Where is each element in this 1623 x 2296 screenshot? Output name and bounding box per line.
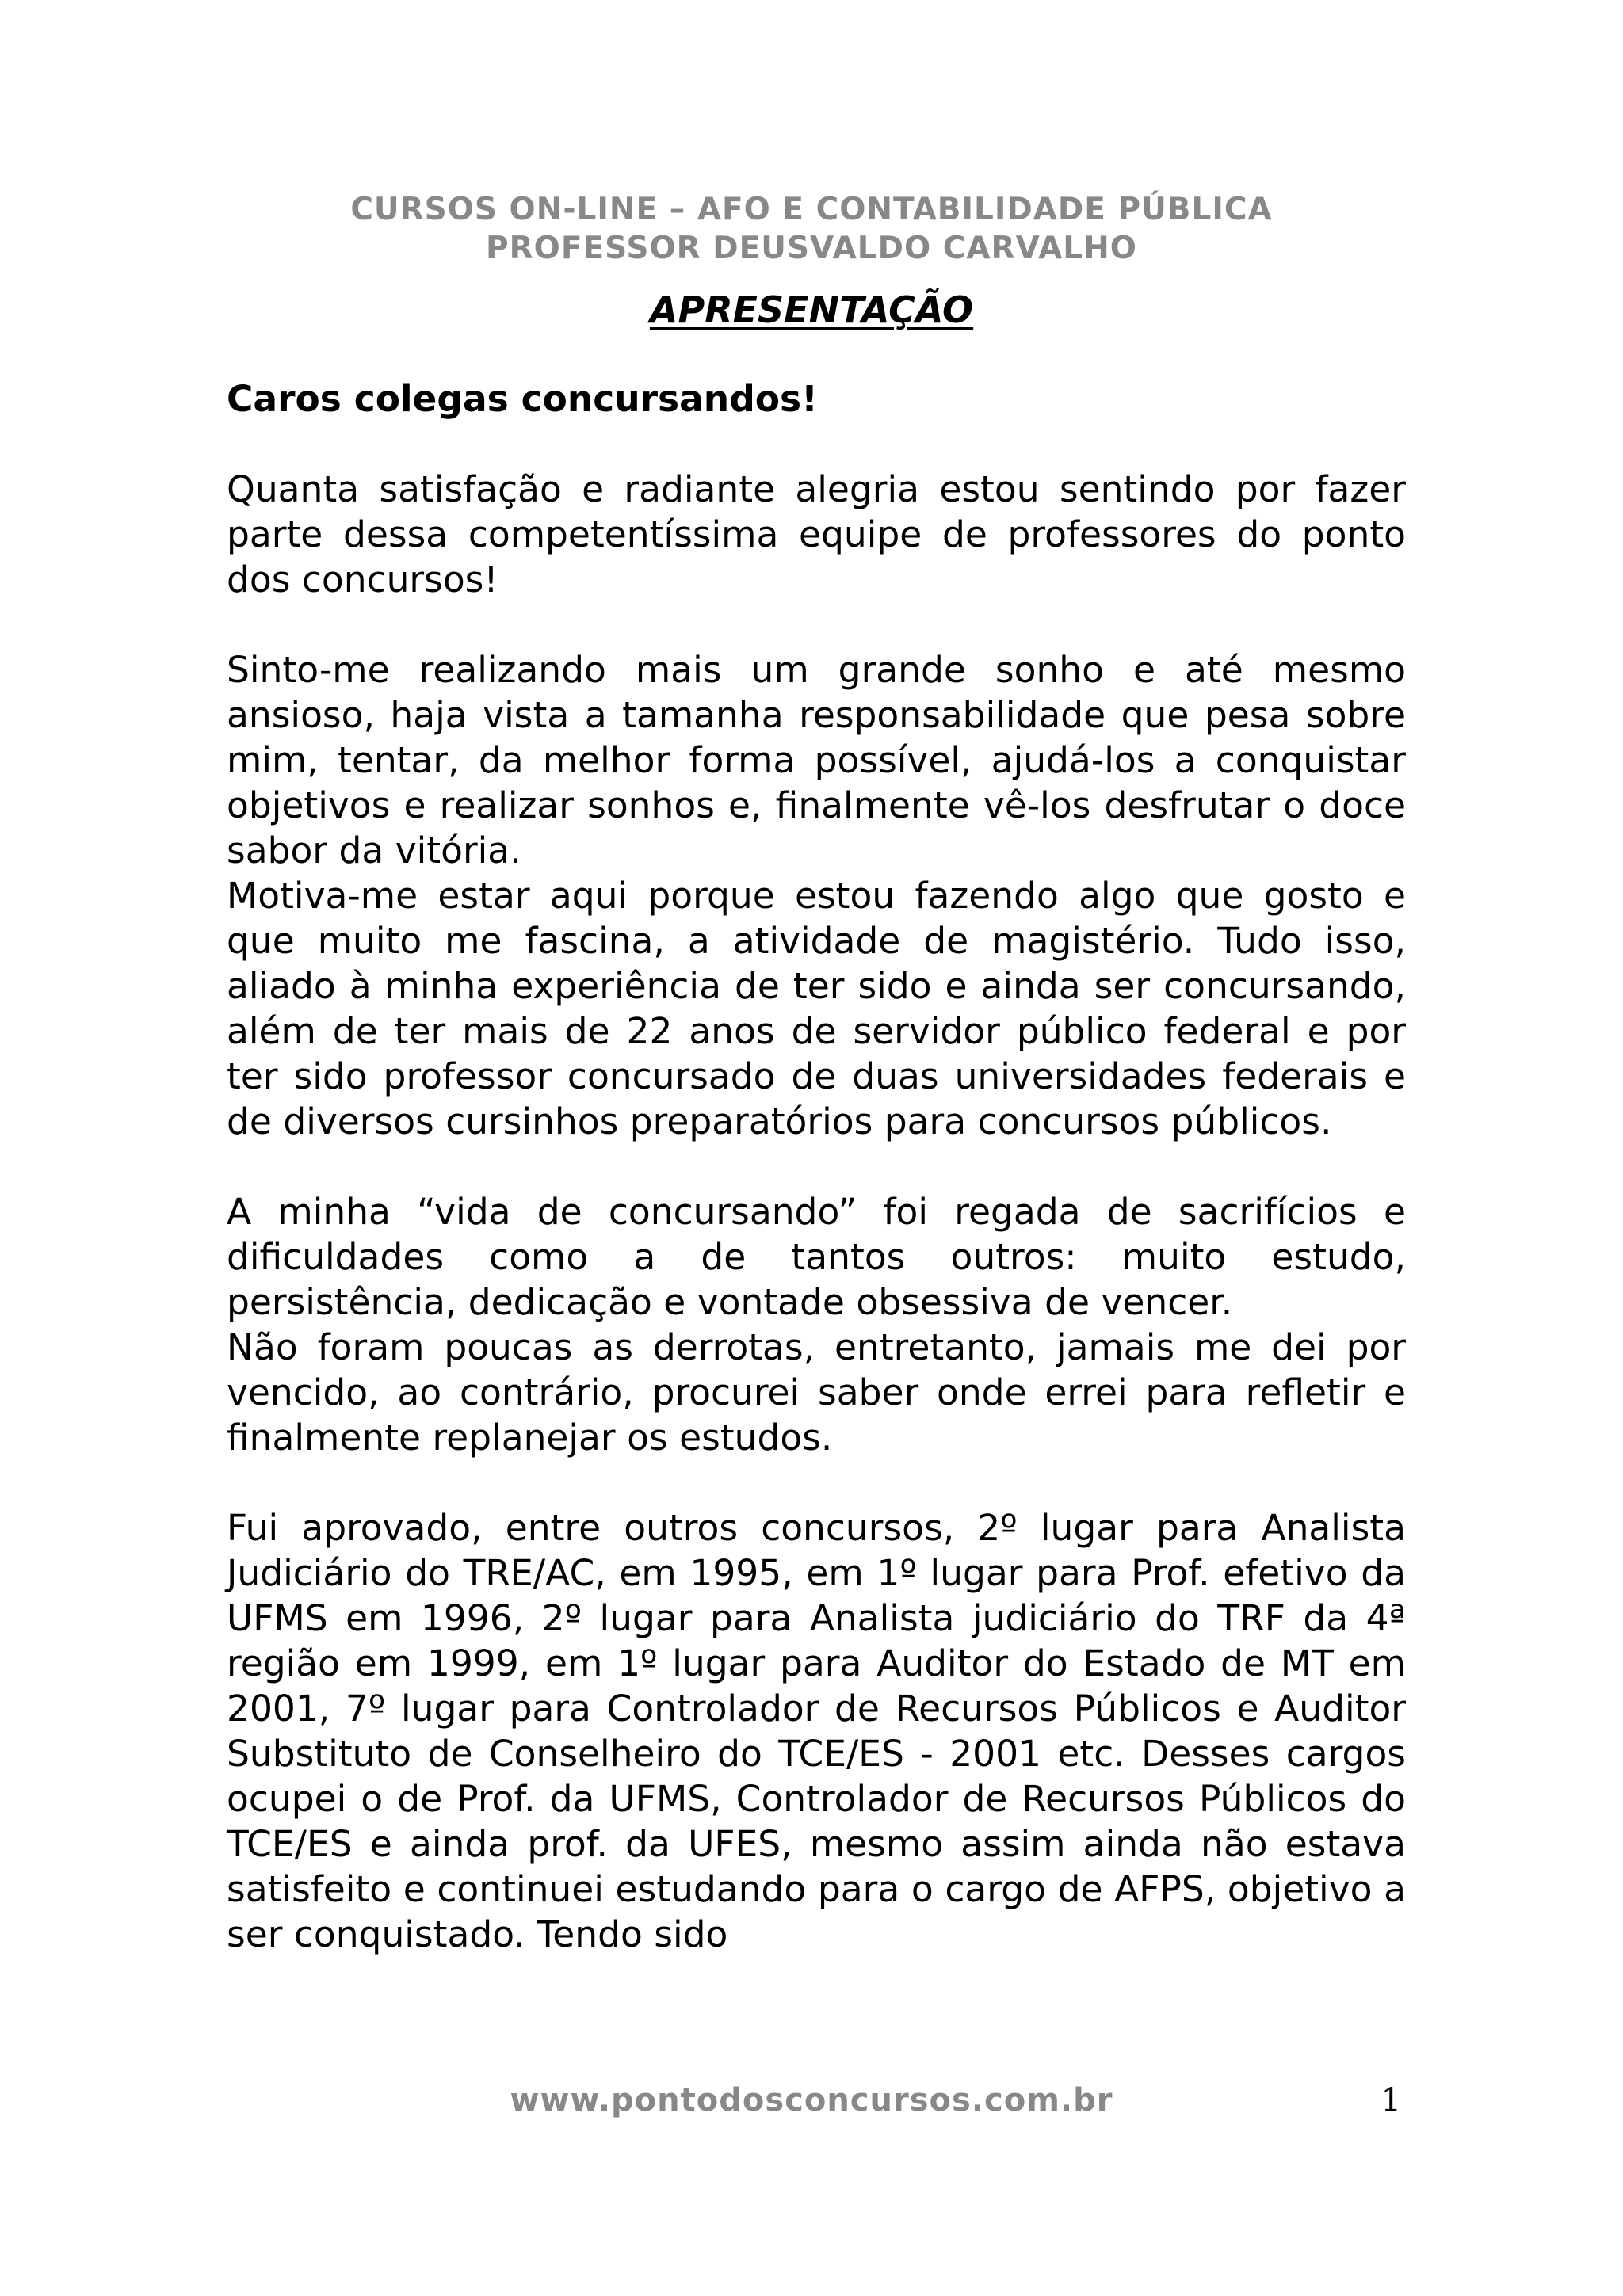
paragraph-2: Sinto-me realizando mais um grande sonho e até mesmo ansioso, haja vista a tamanha responsabilidade que pesa sobre mim, tentar, da melhor forma possível, ajudá-los a conquistar objetivos e realizar sonhos e, finalmente vê-los desfrutar o doce sabor da vitória. xyxy=(227,649,1406,871)
header-course-title: CURSOS ON-LINE – AFO E CONTABILIDADE PÚBLICA xyxy=(350,192,1273,227)
page-footer xyxy=(0,2081,1623,2120)
paragraph-1: Quanta satisfação e radiante alegria estou sentindo por fazer parte dessa competentíssima equipe de professores do ponto dos concursos! xyxy=(227,468,1406,601)
paragraph-6: Fui aprovado, entre outros concursos, 2º lugar para Analista Judiciário do TRE/AC, em 1995, em 1º lugar para Prof. efetivo da UFMS em 1996, 2º lugar para Analista judiciário do TRF da 4ª região em 1999, em 1º lugar para Auditor do Estado de MT em 2001, 7º lugar para Controlador de Recursos Públicos e Auditor Substituto de Conselheiro do TCE/ES - 2001 etc. Desses cargos ocupei o de Prof. da UFMS, Controlador de Recursos Públicos do TCE/ES e ainda prof. da UFES, mesmo assim ainda não estava satisfeito e continuei estudando para o cargo de AFPS, objetivo a ser conquistado. Tendo sido xyxy=(227,1507,1406,1955)
paragraph-4: A minha “vida de concursando” foi regada de sacrifícios e dificuldades como a de tantos outros: muito estudo, persistência, dedicação e vontade obsessiva de vencer. xyxy=(227,1191,1406,1323)
document-title: APRESENTAÇÃO xyxy=(649,288,974,331)
footer-website-link[interactable]: www.pontodosconcursos.com.br xyxy=(510,2082,1113,2119)
paragraph-5: Não foram poucas as derrotas, entretanto, jamais me dei por vencido, ao contrário, procurei saber onde errei para refletir e finalmente replanejar os estudos. xyxy=(227,1326,1406,1459)
document-body xyxy=(227,376,1406,1957)
page-number: 1 xyxy=(1381,2082,1401,2119)
page-header xyxy=(0,190,1623,268)
greeting: Caros colegas concursandos! xyxy=(227,378,818,420)
paragraph-3: Motiva-me estar aqui porque estou fazendo algo que gosto e que muito me fascina, a atividade de magistério. Tudo isso, aliado à minha experiência de ter sido e ainda ser concursando, além de ter mais de 22 anos de servidor público federal e por ter sido professor concursado de duas universidades federais e de diversos cursinhos preparatórios para concursos públicos. xyxy=(227,875,1406,1142)
header-professor-name: PROFESSOR DEUSVALDO CARVALHO xyxy=(486,231,1137,266)
